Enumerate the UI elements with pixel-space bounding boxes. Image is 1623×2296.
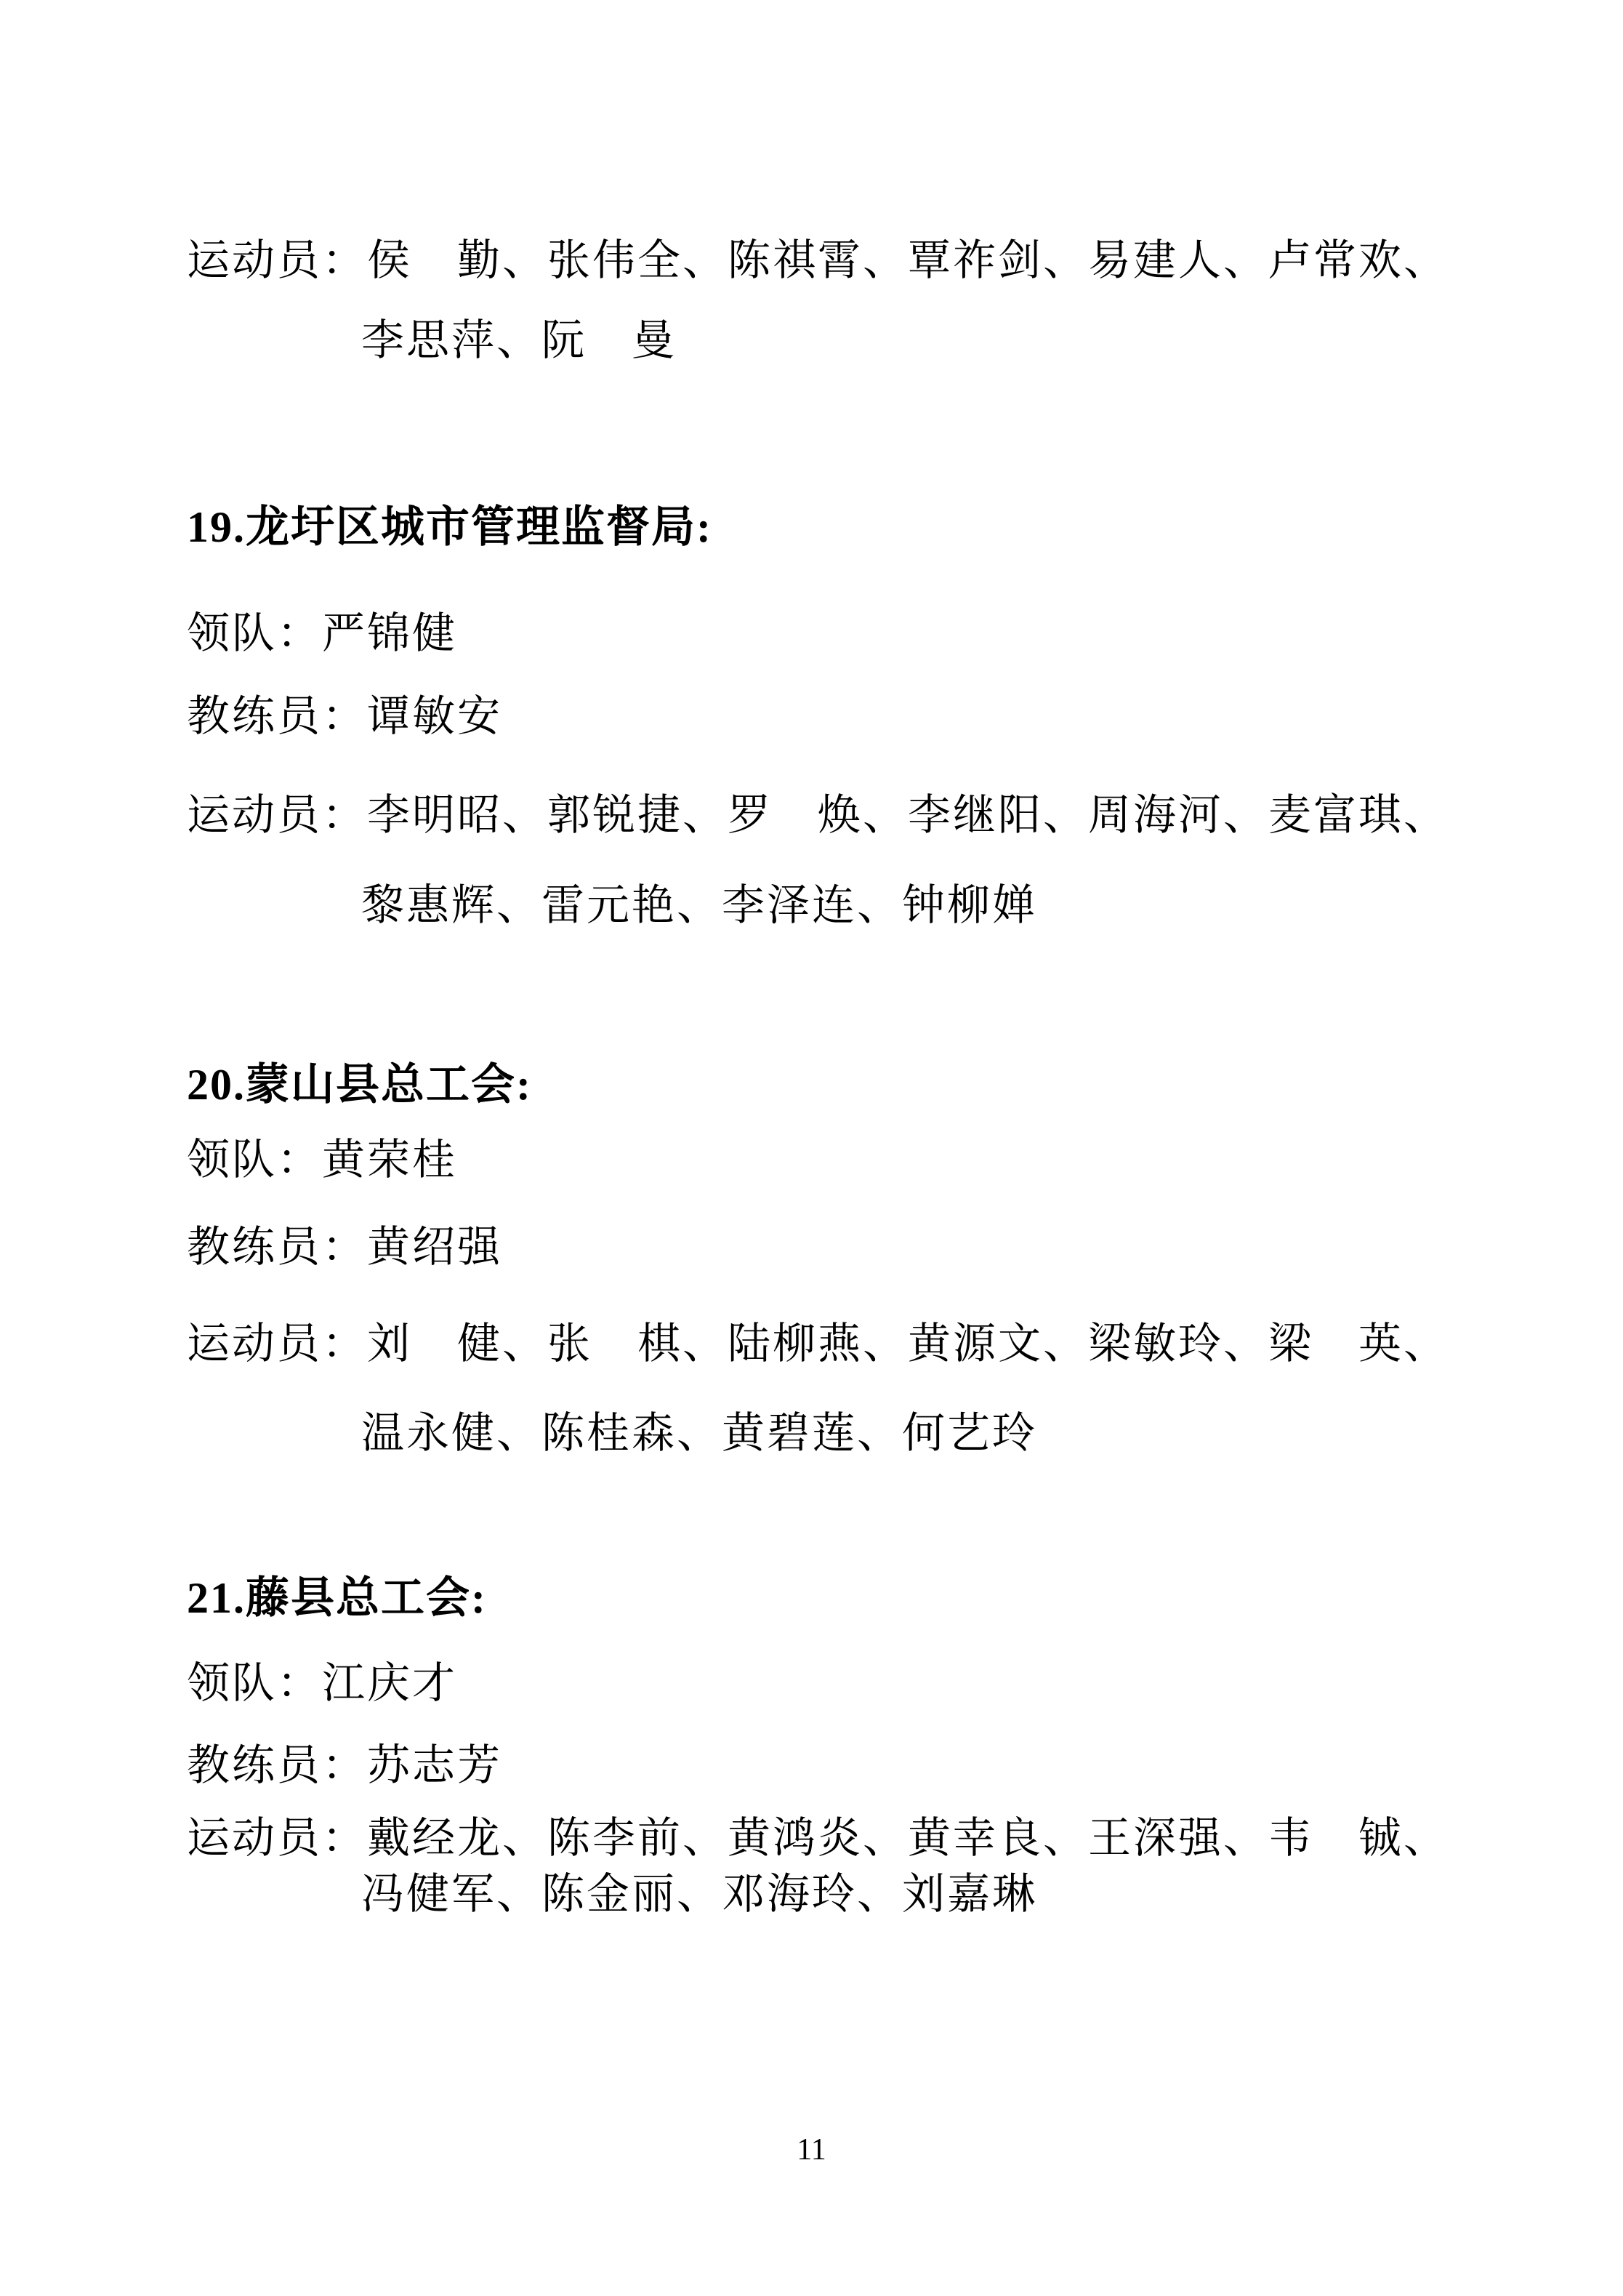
leader-label: 领队： (187, 609, 323, 657)
athletes-names-line1: 刘 健、张 棋、陆柳燕、黄源文、梁敏玲、梁 英、 (367, 1320, 1449, 1368)
section-21-athletes-line-continuation (361, 1871, 1037, 1917)
coach-name: 谭敏安 (367, 692, 503, 740)
page-number: 11 (797, 2133, 826, 2167)
section-21-coach-line (187, 1742, 502, 1789)
section-21-leader-line (187, 1660, 457, 1706)
athletes-label: 运动员： (187, 1814, 368, 1862)
coach-name: 苏志芳 (367, 1741, 503, 1789)
section-19-leader-line (187, 610, 457, 657)
section-19-coach-line (187, 693, 502, 739)
athletes-names-line2: 黎惠辉、雷元艳、李泽连、钟柳婵 (361, 881, 1038, 929)
athletes-names-line2: 温永健、陈桂森、黄碧莲、何艺玲 (361, 1409, 1038, 1457)
section-19-heading: 19.龙圩区城市管理监督局: (187, 503, 712, 551)
athletes-label: 运动员： (187, 791, 368, 839)
coach-label: 教练员： (187, 692, 368, 740)
section-20-leader-line (187, 1136, 457, 1183)
athletes-names-line2: 冯健军、陈金丽、邓海玲、刘嘉琳 (361, 1870, 1038, 1918)
athletes-names-line1: 侯 勤、张伟全、陈祺霄、覃祚剑、易建人、卢常欢、 (367, 236, 1449, 284)
athletes-names-line2: 李思萍、阮 曼 (361, 316, 677, 364)
section-20-heading: 20.蒙山县总工会: (187, 1061, 532, 1109)
coach-label: 教练员： (187, 1741, 368, 1789)
leader-name: 江庆才 (322, 1659, 458, 1707)
athletes-line-continuation (361, 317, 677, 364)
section-21-heading: 21.藤县总工会: (187, 1574, 487, 1622)
leader-label: 领队： (187, 1136, 323, 1184)
athletes-label: 运动员： (187, 1320, 368, 1368)
section-19-athletes-line-continuation (361, 882, 1037, 928)
athletes-names-line1: 戴经龙、陈李前、黄鸿炎、黄幸良、王深强、韦 铖、 (367, 1814, 1449, 1862)
athletes-label: 运动员： (187, 236, 368, 284)
leader-name: 黄荣桂 (322, 1136, 458, 1184)
section-20-athletes-line-continuation (361, 1410, 1037, 1456)
leader-label: 领队： (187, 1659, 323, 1707)
section-20-athletes-line (187, 1320, 1449, 1367)
section-21-athletes-line (187, 1815, 1449, 1861)
section-20-coach-line (187, 1224, 502, 1270)
coach-name: 黄绍强 (367, 1223, 503, 1271)
athletes-names-line1: 李明昭、郭锐捷、罗 焕、李继阳、周海河、麦富琪、 (367, 791, 1449, 839)
athletes-line (187, 237, 1449, 284)
coach-label: 教练员： (187, 1223, 368, 1271)
section-19-athletes-line (187, 792, 1449, 838)
leader-name: 严锦健 (322, 609, 458, 657)
